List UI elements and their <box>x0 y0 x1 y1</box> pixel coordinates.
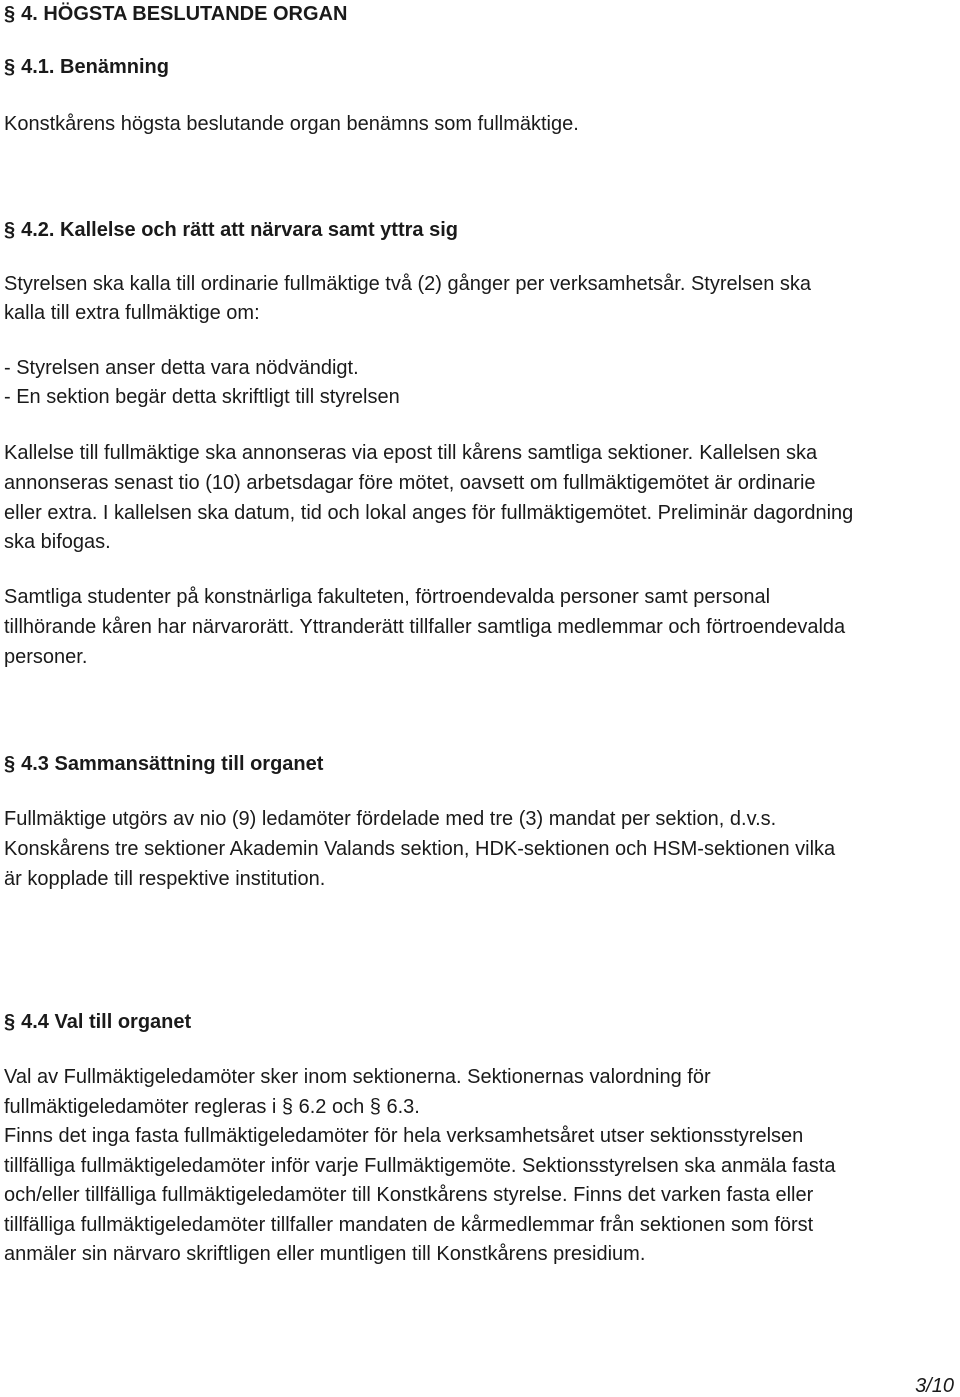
section-title: 4. HÖGSTA BESLUTANDE ORGAN <box>21 3 348 25</box>
list-item: - Styrelsen anser detta vara nödvändigt. <box>4 357 359 379</box>
section-heading <box>4 0 347 30</box>
subsection-title: 4.2. Kallelse och rätt att närvara samt yttra sig <box>21 219 458 241</box>
paragraph-line: Val av Fullmäktigeledamöter sker inom sektionerna. Sektionernas valordning för <box>4 1066 711 1088</box>
paragraph-line: Styrelsen ska kalla till ordinarie fullmäktige två (2) gånger per verksamhetsår. Styrelsen ska <box>4 273 812 295</box>
subsection-heading-4-3 <box>4 750 323 780</box>
paragraph-line: eller extra. I kallelsen ska datum, tid och lokal anges för fullmäktigemötet. Preliminär dagordning <box>4 502 854 524</box>
paragraph-line-continued: Kallelsen ska <box>699 442 818 464</box>
subsection-heading-4-1 <box>4 53 169 83</box>
section-sign: § <box>4 753 16 775</box>
paragraph-line <box>4 439 693 469</box>
paragraph-line: personer. <box>4 646 88 668</box>
paragraph-line: Fullmäktige utgörs av nio (9) ledamöter fördelade med tre (3) mandat per sektion, d.v.s. <box>4 808 777 830</box>
paragraph-line: tillfälliga fullmäktigeledamöter tillfaller mandaten de kårmedlemmar från sektionen som först <box>4 1214 814 1236</box>
section-sign: § <box>369 1096 381 1118</box>
subsection-title: 4.3 Sammansättning till organet <box>21 753 324 775</box>
paragraph-line: Konskårens tre sektioner Akademin Valands sektion, HDK-sektionen och HSM-sektionen vilka <box>4 838 836 860</box>
subsection-heading-4-2 <box>4 216 458 246</box>
paragraph-line: och/eller tillfälliga fullmäktigeledamöter till Konstkårens styrelse. Finns det varken fasta eller <box>4 1184 814 1206</box>
sentence: fullmäktigeledamöter regleras i <box>4 1096 277 1118</box>
paragraph: Konstkårens högsta beslutande organ benämns som fullmäktige. <box>4 113 579 135</box>
page-number: 3/10 <box>915 1375 954 1397</box>
subsection-heading-4-4 <box>4 1008 191 1038</box>
section-reference: 6.3. <box>386 1096 420 1118</box>
paragraph-line: Finns det inga fasta fullmäktigeledamöter för hela verksamhetsåret utser sektionsstyrelsen <box>4 1125 804 1147</box>
paragraph-line: är kopplade till respektive institution. <box>4 868 326 890</box>
subsection-title: 4.1. Benämning <box>21 56 169 78</box>
section-sign: § <box>4 219 16 241</box>
paragraph-line: tillhörande kåren har närvarorätt. Yttranderätt tillfaller samtliga medlemmar och förtroendevalda <box>4 616 846 638</box>
section-sign: § <box>4 56 16 78</box>
sentence: Kallelse till fullmäktige ska annonseras via epost till kårens samtliga sektioner. <box>4 442 694 464</box>
paragraph-line: Samtliga studenter på konstnärliga fakulteten, förtroendevalda personer samt personal <box>4 586 771 608</box>
section-sign: § <box>281 1096 294 1118</box>
paragraph-line <box>4 1093 420 1123</box>
section-sign: § <box>4 1011 16 1033</box>
subsection-title: 4.4 Val till organet <box>21 1011 192 1033</box>
section-sign: § <box>4 3 16 25</box>
paragraph-line: tillfälliga fullmäktigeledamöter inför varje Fullmäktigemöte. Sektionsstyrelsen ska anmäla fasta <box>4 1155 836 1177</box>
paragraph-line: annonseras senast tio (10) arbetsdagar före mötet, oavsett om fullmäktigemötet är ordinarie <box>4 472 816 494</box>
paragraph-line: anmäler sin närvaro skriftligen eller muntligen till Konstkårens presidium. <box>4 1243 646 1265</box>
paragraph-line: ska bifogas. <box>4 531 111 553</box>
section-reference: 6.2 och <box>298 1096 365 1118</box>
list-item: - En sektion begär detta skriftligt till styrelsen <box>4 386 400 408</box>
paragraph-line: kalla till extra fullmäktige om: <box>4 302 260 324</box>
